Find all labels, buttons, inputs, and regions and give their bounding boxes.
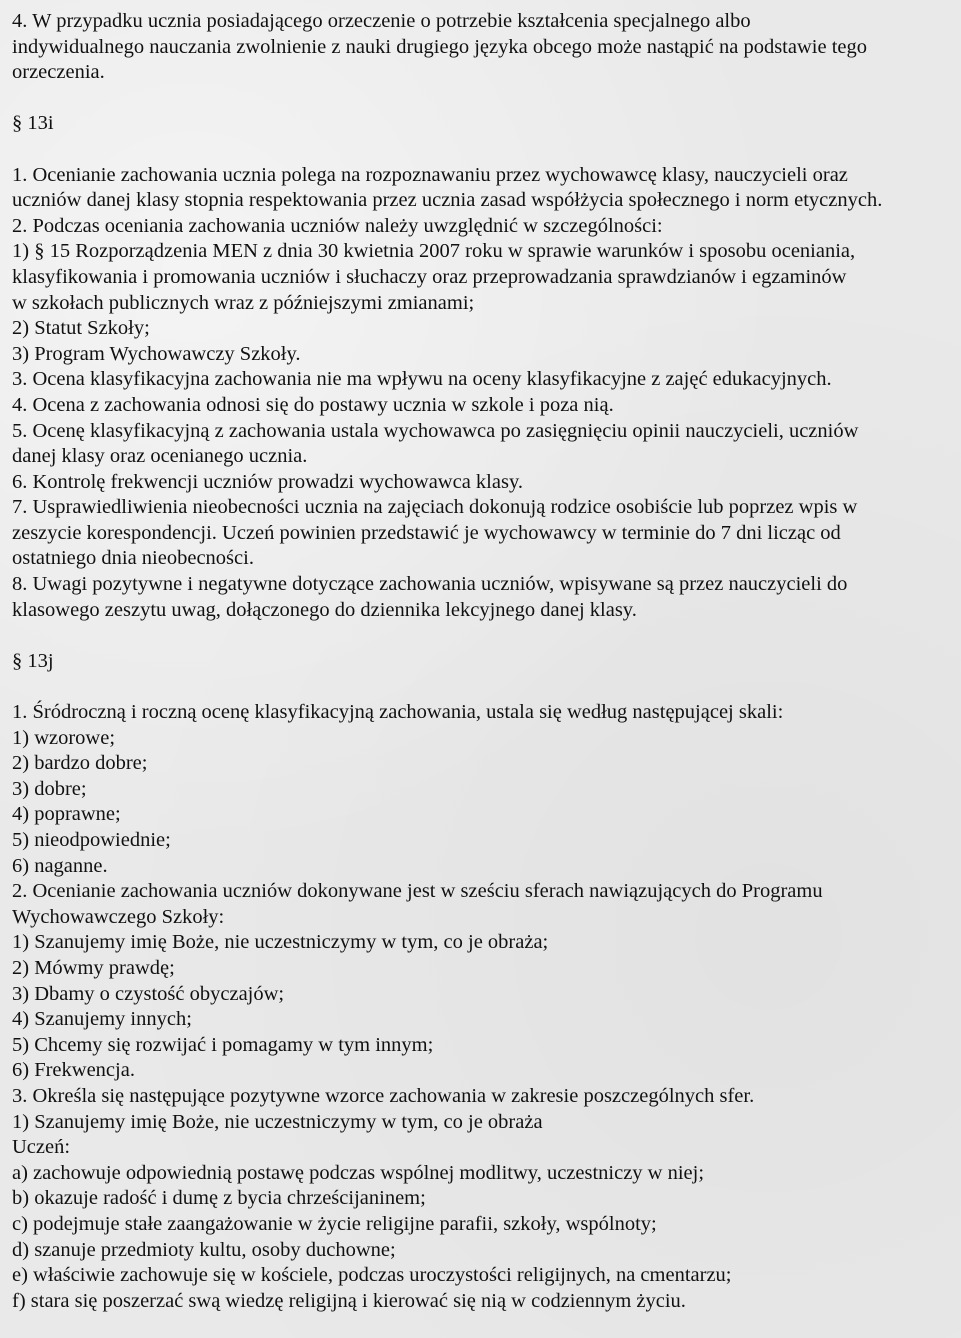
text-line: orzeczenia. bbox=[12, 61, 105, 84]
text-line: w szkołach publicznych wraz z późniejszymi zmianami; bbox=[12, 291, 475, 314]
text-line: 3. Ocena klasyfikacyjna zachowania nie ma wpływu na oceny klasyfikacyjne z zajęć edukacyjnych. bbox=[12, 368, 832, 391]
text-line: 7. Usprawiedliwienia nieobecności ucznia na zajęciach dokonują rodzice osobiście lub poprzez wpis w bbox=[12, 496, 858, 519]
text-line: 1) wzorowe; bbox=[12, 726, 116, 749]
text-line: 1. Ocenianie zachowania ucznia polega na rozpoznawaniu przez wychowawcę klasy, nauczycieli oraz bbox=[12, 163, 848, 186]
text-line: a) zachowuje odpowiednią postawę podczas wspólnej modlitwy, uczestniczy w niej; bbox=[12, 1161, 705, 1184]
text-line: 2. Ocenianie zachowania uczniów dokonywane jest w sześciu sferach nawiązujących do Programu bbox=[12, 880, 823, 903]
text-line: 6) naganne. bbox=[12, 854, 108, 877]
text-line: d) szanuje przedmioty kultu, osoby duchowne; bbox=[12, 1238, 396, 1261]
text-line: 5) nieodpowiednie; bbox=[12, 829, 171, 851]
text-line: 2) Statut Szkoły; bbox=[12, 317, 150, 340]
section-title-13i: § 13i bbox=[12, 112, 54, 135]
text-line: 1) Szanujemy imię Boże, nie uczestniczymy w tym, co je obraża; bbox=[12, 931, 549, 954]
text-line: 4) Szanujemy innych; bbox=[12, 1008, 192, 1031]
text-line: 1) Szanujemy imię Boże, nie uczestniczymy w tym, co je obraża bbox=[12, 1110, 543, 1133]
text-line: 3) Program Wychowawczy Szkoły. bbox=[12, 342, 301, 365]
text-line: 8. Uwagi pozytywne i negatywne dotyczące zachowania uczniów, wpisywane są przez nauczycieli do bbox=[12, 573, 848, 596]
text-line: Uczeń: bbox=[12, 1136, 71, 1159]
text-line: 3) Dbamy o czystość obyczajów; bbox=[12, 982, 285, 1005]
text-line: 3) dobre; bbox=[12, 777, 87, 800]
text-line: 4. Ocena z zachowania odnosi się do postawy ucznia w szkole i poza nią. bbox=[12, 393, 614, 416]
text-line: uczniów danej klasy stopnia respektowania przez ucznia zasad współżycia społecznego i norm etycznych. bbox=[12, 189, 883, 212]
text-line: 2. Podczas oceniania zachowania uczniów należy uwzględnić w szczególności: bbox=[12, 214, 663, 237]
text-line: Wychowawczego Szkoły: bbox=[12, 905, 225, 928]
text-line: c) podejmuje stałe zaangażowanie w życie religijne parafii, szkoły, wspólnoty; bbox=[12, 1212, 657, 1235]
text-line: 2) Mówmy prawdę; bbox=[12, 956, 175, 979]
paragraph-gap bbox=[12, 137, 956, 163]
text-line: 6) Frekwencja. bbox=[12, 1059, 135, 1082]
text-line: 2) bardzo dobre; bbox=[12, 752, 148, 775]
paragraph-gap bbox=[12, 674, 956, 700]
text-line: 6. Kontrolę frekwencji uczniów prowadzi wychowawca klasy. bbox=[12, 470, 523, 493]
text-line: klasyfikowania i promowania uczniów i słuchaczy oraz przeprowadzania sprawdzianów i egzaminów bbox=[12, 265, 847, 288]
text-line: 4) poprawne; bbox=[12, 803, 121, 826]
text-line: f) stara się poszerzać swą wiedzę religijną i kierować się nią w codziennym życiu. bbox=[12, 1289, 686, 1312]
text-line: ostatniego dnia nieobecności. bbox=[12, 547, 254, 570]
text-line: 5. Ocenę klasyfikacyjną z zachowania ustala wychowawca po zasięgnięciu opinii nauczycieli, uczniów bbox=[12, 419, 859, 442]
paragraph-gap bbox=[12, 623, 956, 649]
paragraph-gap bbox=[12, 86, 956, 112]
text-line: 4. W przypadku ucznia posiadającego orzeczenie o potrzebie kształcenia specjalnego albo bbox=[12, 10, 751, 32]
text-line: indywidualnego nauczania zwolnienie z nauki drugiego języka obcego może nastąpić na podstawie tego bbox=[12, 35, 867, 58]
text-line: danej klasy oraz ocenianego ucznia. bbox=[12, 445, 308, 468]
document-text bbox=[12, 9, 956, 1314]
text-line: e) właściwie zachowuje się w kościele, podczas uroczystości religijnych, na cmentarzu; bbox=[12, 1264, 732, 1287]
section-title-13j: § 13j bbox=[12, 649, 54, 672]
text-line: klasowego zeszytu uwag, dołączonego do dziennika lekcyjnego danej klasy. bbox=[12, 598, 637, 621]
text-line: zeszycie korespondencji. Uczeń powinien przedstawić je wychowawcy w terminie do 7 dni licząc od bbox=[12, 521, 841, 544]
text-line: 5) Chcemy się rozwijać i pomagamy w tym innym; bbox=[12, 1033, 434, 1056]
text-line: b) okazuje radość i dumę z bycia chrześcijaninem; bbox=[12, 1187, 426, 1210]
text-line: 1. Śródroczną i roczną ocenę klasyfikacyjną zachowania, ustala się według następującej skali: bbox=[12, 701, 784, 724]
text-line: 1) § 15 Rozporządzenia MEN z dnia 30 kwietnia 2007 roku w sprawie warunków i sposobu oceniania, bbox=[12, 240, 856, 263]
text-line: 3. Określa się następujące pozytywne wzorce zachowania w zakresie poszczególnych sfer. bbox=[12, 1084, 755, 1107]
